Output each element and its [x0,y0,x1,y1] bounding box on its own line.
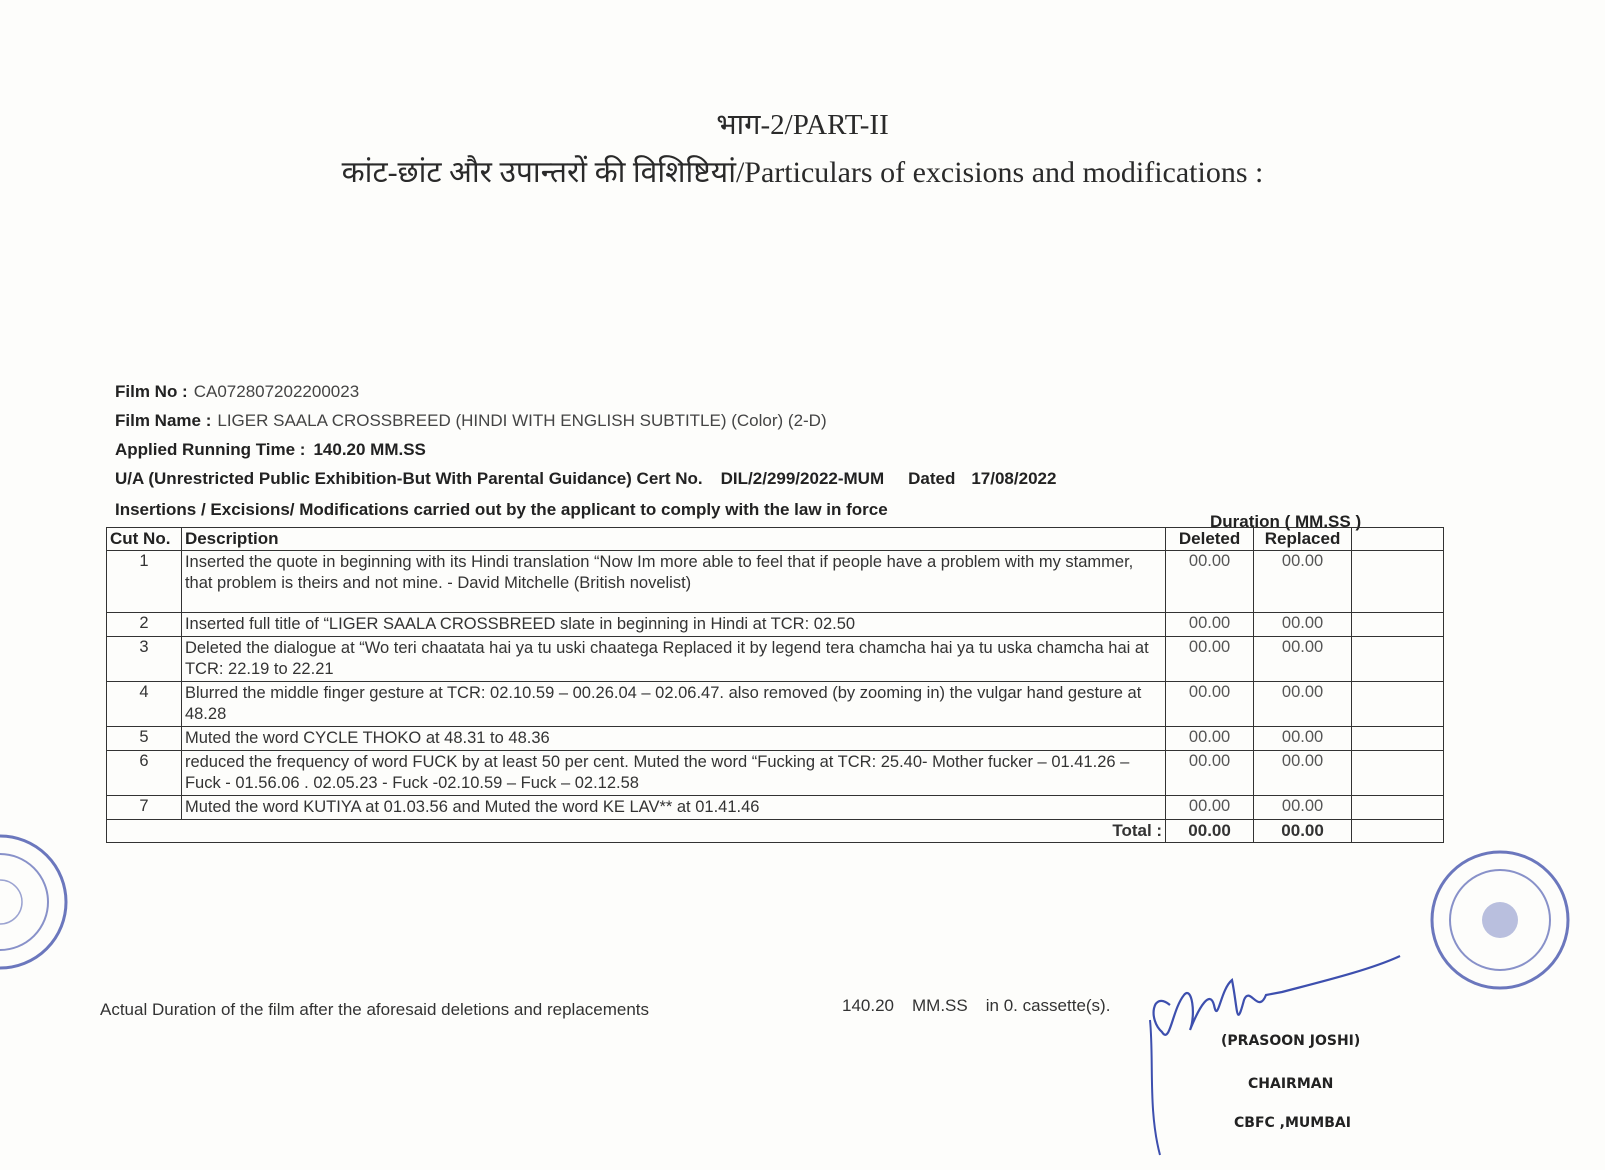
film-name-line [115,411,827,431]
col-deleted: Deleted [1166,528,1254,551]
table-row [107,796,1444,820]
col-description: Description [181,528,1165,551]
cut-replaced: 00.00 [1254,751,1352,796]
cut-replaced: 00.00 [1254,551,1352,613]
table-row [107,727,1444,751]
film-no-value: CA072807202200023 [193,382,360,401]
cut-description: Blurred the middle finger gesture at TCR: 02.10.59 – 00.26.04 – 02.06.47. also removed (by zooming in) the vulgar hand gesture at 48.28 [181,682,1165,727]
table-row [107,613,1444,637]
film-name-value: LIGER SAALA CROSSBREED (HINDI WITH ENGLISH SUBTITLE) (Color) (2-D) [217,411,827,430]
cut-replaced: 00.00 [1254,613,1352,637]
certificate-label: U/A (Unrestricted Public Exhibition-But With Parental Guidance) Cert No. [115,469,703,488]
cut-deleted: 00.00 [1166,637,1254,682]
cassette-count: in 0. cassette(s). [985,996,1111,1015]
running-time-value: 140.20 MM.SS [313,440,426,459]
dated-label: Dated [908,469,956,488]
cut-no: 2 [107,613,182,637]
cut-deleted: 00.00 [1166,751,1254,796]
col-replaced: Replaced [1254,528,1352,551]
table-header-row [107,528,1444,551]
col-cut-no: Cut No. [107,528,182,551]
cut-deleted: 00.00 [1166,682,1254,727]
cut-replaced: 00.00 [1254,727,1352,751]
cut-no: 5 [107,727,182,751]
cut-deleted: 00.00 [1166,551,1254,613]
right-seal-stamp [1425,845,1575,995]
cut-replaced: 00.00 [1254,682,1352,727]
running-time-line [115,440,426,460]
duration-heading: Duration ( MM.SS ) [1210,512,1362,531]
actual-duration-line [842,996,1128,1016]
cut-no: 7 [107,796,182,820]
cut-no: 6 [107,751,182,796]
actual-duration-label: Actual Duration of the film after the aforesaid deletions and replacements [100,1000,650,1019]
excisions-table [106,527,1444,843]
certificate-value: DIL/2/299/2022-MUM [720,469,885,488]
left-seal-stamp [0,822,90,982]
col-blank [1352,528,1444,551]
insertions-heading: Insertions / Excisions/ Modifications carried out by the applicant to comply with the law in force [115,500,888,519]
cut-description: Muted the word KUTIYA at 01.03.56 and Muted the word KE LAV** at 01.41.46 [181,796,1165,820]
table-row [107,682,1444,727]
total-row [107,820,1444,843]
actual-duration-unit: MM.SS [912,996,968,1015]
cut-description: reduced the frequency of word FUCK by at least 50 per cent. Muted the word “Fucking at TCR: 25.40- Mother fucker – 01.41.26 – Fuck - 01.56.06 . 02.05.23 - Fuck -02.10.59 – Fuck – 02.12.58 [181,751,1165,796]
running-time-label: Applied Running Time : [115,440,306,459]
cut-deleted: 00.00 [1166,796,1254,820]
cut-no: 3 [107,637,182,682]
total-replaced: 00.00 [1254,820,1352,843]
certificate-line [115,469,1056,489]
cut-description: Inserted full title of “LIGER SAALA CROSSBREED slate in beginning in Hindi at TCR: 02.50 [181,613,1165,637]
total-label: Total : [107,820,1166,843]
film-no-line [115,382,359,402]
signatory-title: CHAIRMAN [1248,1076,1334,1092]
cut-deleted: 00.00 [1166,613,1254,637]
cut-description: Deleted the dialogue at “Wo teri chaatata hai ya tu uski chaatega Replaced it by legend tera chamcha hai ya tu uska chamcha hai at TCR: 22.19 to 22.21 [181,637,1165,682]
signatory-name: (PRASOON JOSHI) [1221,1033,1361,1049]
cut-description: Muted the word CYCLE THOKO at 48.31 to 48.36 [181,727,1165,751]
cut-replaced: 00.00 [1254,637,1352,682]
cut-deleted: 00.00 [1166,727,1254,751]
cut-no: 1 [107,551,182,613]
table-row [107,751,1444,796]
signatory-office: CBFC ,MUMBAI [1234,1115,1351,1131]
total-deleted: 00.00 [1166,820,1254,843]
table-row [107,637,1444,682]
part-heading: भाग-2/PART-II [716,109,889,141]
film-name-label: Film Name : [115,411,212,430]
film-no-label: Film No : [115,382,188,401]
cut-no: 4 [107,682,182,727]
cut-description: Inserted the quote in beginning with its Hindi translation “Now Im more able to feel that if people have a problem with my stammer, that problem is theirs and not mine. - David Mitchelle (British novelist) [181,551,1165,613]
actual-duration-value: 140.20 [842,996,894,1015]
particulars-heading: कांट-छांट और उपान्तरों की विशिष्टियां/Particulars of excisions and modifications : [341,156,1264,189]
table-row [107,551,1444,613]
cut-replaced: 00.00 [1254,796,1352,820]
dated-value: 17/08/2022 [971,469,1057,488]
